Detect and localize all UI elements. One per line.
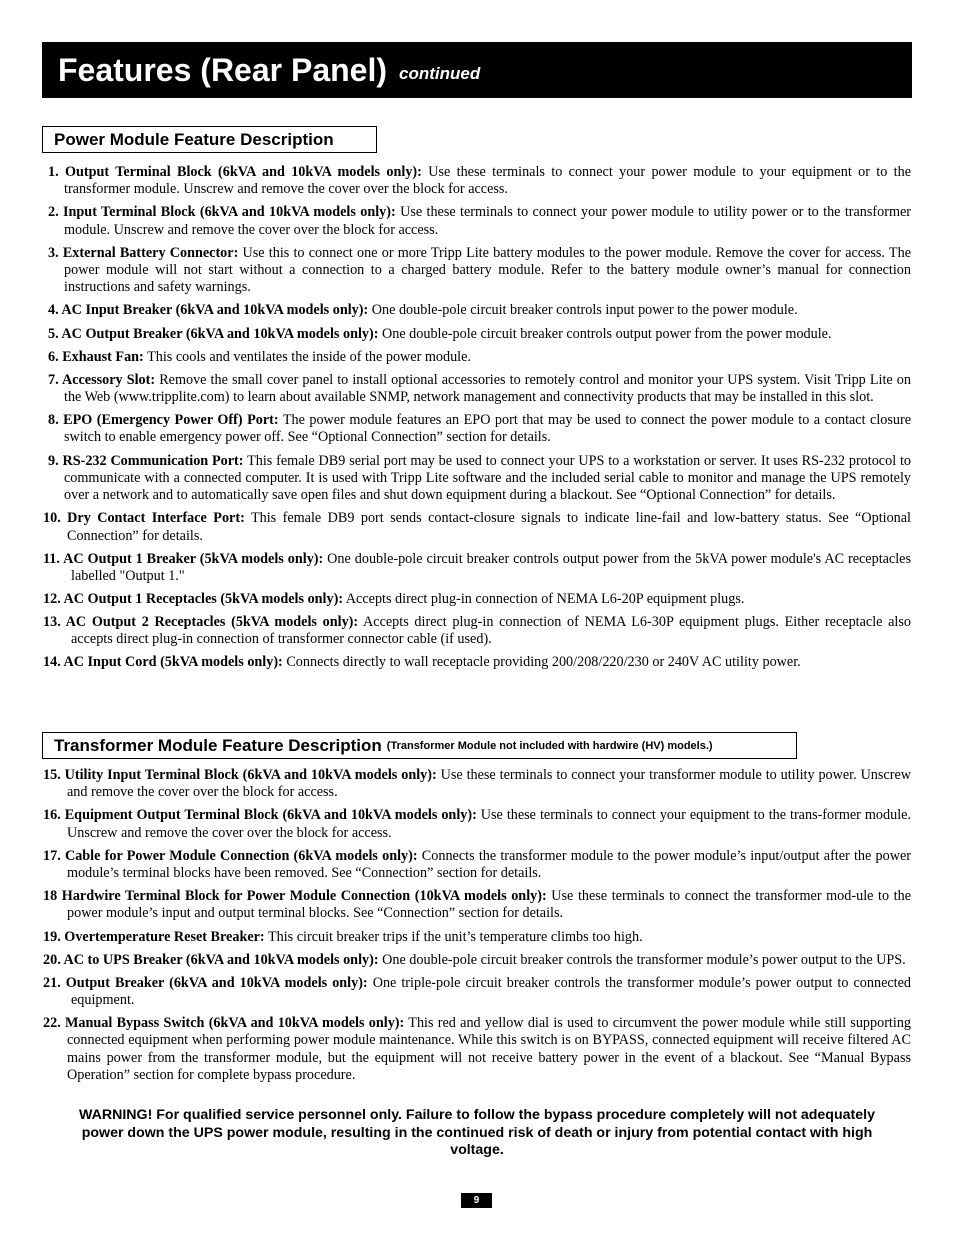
item-desc: Use these terminals to connect your equipment to the trans-former module. Unscrew and remove the cover over the block for access.: [67, 807, 911, 841]
list-item: [42, 654, 911, 671]
item-desc: Accepts direct plug-in connection of NEMA L6-30P equipment plugs. Either receptacle also accepts direct plug-in connection of transformer connector cable (if used).: [71, 614, 911, 648]
item-term: 20. AC to UPS Breaker (6kVA and 10kVA models only):: [43, 951, 379, 968]
page-header: [42, 42, 912, 98]
item-desc: Use these terminals to connect your power module to utility power or to the transformer module. Unscrew and remove the cover over the block for access.: [64, 204, 912, 238]
item-term: 14. AC Input Cord (5kVA models only):: [43, 654, 283, 671]
item-desc: One double-pole circuit breaker controls the transformer module’s power output to the UPS.: [378, 951, 906, 968]
power-section-heading: [42, 126, 377, 153]
power-feature-list: [42, 164, 911, 678]
section-title: Transformer Module Feature Description: [54, 735, 382, 755]
item-desc: Connects the transformer module to the power module’s input/output after the power module’s terminal blocks have been removed. See “Connection” section for details.: [67, 847, 911, 882]
item-term: 16. Equipment Output Terminal Block (6kVA and 10kVA models only):: [43, 807, 477, 824]
list-item: [42, 591, 911, 608]
item-term: 2. Input Terminal Block (6kVA and 10kVA models only):: [48, 204, 396, 221]
list-item: [42, 807, 911, 842]
page-title: Features (Rear Panel): [58, 52, 388, 88]
item-term: 5. AC Output Breaker (6kVA and 10kVA models only):: [48, 325, 379, 342]
section-note: (Transformer Module not included with hardwire (HV) models.): [386, 739, 713, 752]
list-item: [42, 204, 911, 239]
list-item: [42, 372, 911, 407]
item-term: 19. Overtemperature Reset Breaker:: [43, 928, 265, 945]
item-term: 11. AC Output 1 Breaker (5kVA models only):: [43, 550, 324, 567]
item-desc: The power module features an EPO port that may be used to connect the power module to a contact closure switch to enable emergency power off. See “Optional Connection” section for details.: [64, 412, 912, 446]
item-term: 9. RS-232 Communication Port:: [48, 452, 244, 469]
item-term: 15. Utility Input Terminal Block (6kVA and 10kVA models only):: [43, 767, 437, 783]
item-term: 7. Accessory Slot:: [48, 371, 156, 388]
item-term: 17. Cable for Power Module Connection (6kVA models only):: [43, 847, 418, 864]
list-item: [42, 888, 911, 923]
item-desc: Use these terminals to connect your power module to your equipment or to the transformer module. Unscrew and remove the cover over the block for access.: [64, 164, 911, 198]
list-item: [42, 412, 911, 447]
item-desc: Use this to connect one or more Tripp Lite battery modules to the power module. Remove the cover for access. The power module will not start without a connection to a charged battery module. Refer to the battery module owner’s manual for connection instructions and safety warnings.: [64, 244, 911, 296]
list-item: [42, 245, 911, 297]
item-desc: One triple-pole circuit breaker controls the transformer module’s power output to connected equipment.: [71, 974, 912, 1009]
item-desc: Use these terminals to connect the transformer mod-ule to the power module’s input and output terminal blocks. See “Connection” section for details.: [67, 888, 911, 922]
list-item: [42, 164, 911, 199]
item-desc: This cools and ventilates the inside of the power module.: [143, 348, 471, 365]
item-desc: This female DB9 serial port may be used to connect your UPS to a workstation or server. It uses RS-232 protocol to communicate with a connected computer. It is used with Tripp Lite software and the included serial cable to monitor and manage the UPS remotely over a network and to automatically save open files and shut down equipment during a blackout. See “Optional Connection” for details.: [64, 452, 912, 504]
list-item: [42, 349, 911, 366]
list-item: [42, 975, 911, 1010]
page-number: 9: [461, 1193, 492, 1208]
item-term: 13. AC Output 2 Receptacles (5kVA models only):: [43, 614, 359, 631]
item-desc: Connects directly to wall receptacle providing 200/208/220/230 or 240V AC utility power.: [282, 654, 801, 671]
item-term: 21. Output Breaker (6kVA and 10kVA models only):: [43, 974, 368, 991]
item-term: 12. AC Output 1 Receptacles (5kVA models only):: [43, 591, 344, 607]
item-desc: One double-pole circuit breaker controls output power from the power module.: [378, 325, 832, 342]
section-title: Power Module Feature Description: [54, 129, 334, 149]
list-item: [42, 767, 911, 802]
item-term: 10. Dry Contact Interface Port:: [43, 510, 245, 527]
transformer-feature-list: [42, 767, 911, 1090]
transformer-section-heading: [42, 732, 797, 759]
item-desc: This female DB9 port sends contact-closure signals to indicate line-fail and low-battery status. See “Optional Connection” for details.: [67, 510, 912, 544]
item-term: 18 Hardwire Terminal Block for Power Module Connection (10kVA models only):: [43, 888, 547, 905]
item-term: 1. Output Terminal Block (6kVA and 10kVA models only):: [48, 164, 422, 180]
list-item: [42, 510, 911, 545]
item-desc: Accepts direct plug-in connection of NEMA L6-20P equipment plugs.: [343, 591, 745, 607]
item-term: 8. EPO (Emergency Power Off) Port:: [48, 412, 279, 429]
item-term: 22. Manual Bypass Switch (6kVA and 10kVA models only):: [43, 1015, 405, 1032]
item-desc: Remove the small cover panel to install optional accessories to remotely control and monitor your UPS system. Visit Tripp Lite on the Web (www.tripplite.com) to learn about available SNMP, network management and connectivity products that may be installed in this slot.: [64, 371, 911, 406]
list-item: [42, 302, 911, 319]
item-desc: This circuit breaker trips if the unit’s temperature climbs too high.: [264, 928, 643, 945]
list-item: [42, 952, 911, 969]
page-subtitle: continued: [399, 64, 481, 83]
warning-text: WARNING! For qualified service personnel only. Failure to follow the bypass procedure completely will not adequately power down the UPS power module, resulting in the continued risk of death or injury from potential contact with high voltage.: [79, 1107, 875, 1158]
item-desc: One double-pole circuit breaker controls input power to the power module.: [368, 302, 798, 319]
list-item: [42, 326, 911, 343]
item-term: 4. AC Input Breaker (6kVA and 10kVA models only):: [48, 302, 369, 319]
list-item: [42, 551, 911, 586]
list-item: [42, 453, 911, 505]
list-item: [42, 848, 911, 883]
list-item: [42, 1015, 911, 1084]
item-term: 6. Exhaust Fan:: [48, 348, 144, 365]
item-desc: This red and yellow dial is used to circumvent the power module while still supporting connected equipment when performing power module maintenance. While this switch is on BYPASS, connected equipment will receive filtered AC mains power from the transformer module, but the equipment will not receive battery power in the event of a blackout. See “Manual Bypass Operation” section for complete bypass procedure.: [67, 1015, 912, 1084]
list-item: [42, 929, 911, 946]
item-term: 3. External Battery Connector:: [48, 244, 239, 261]
item-desc: Use these terminals to connect your transformer module to utility power. Unscrew and remove the cover over the block for access.: [67, 767, 911, 801]
item-desc: One double-pole circuit breaker controls output power from the 5kVA power module's AC receptacles labelled "Output 1.": [71, 550, 911, 584]
list-item: [42, 614, 911, 649]
